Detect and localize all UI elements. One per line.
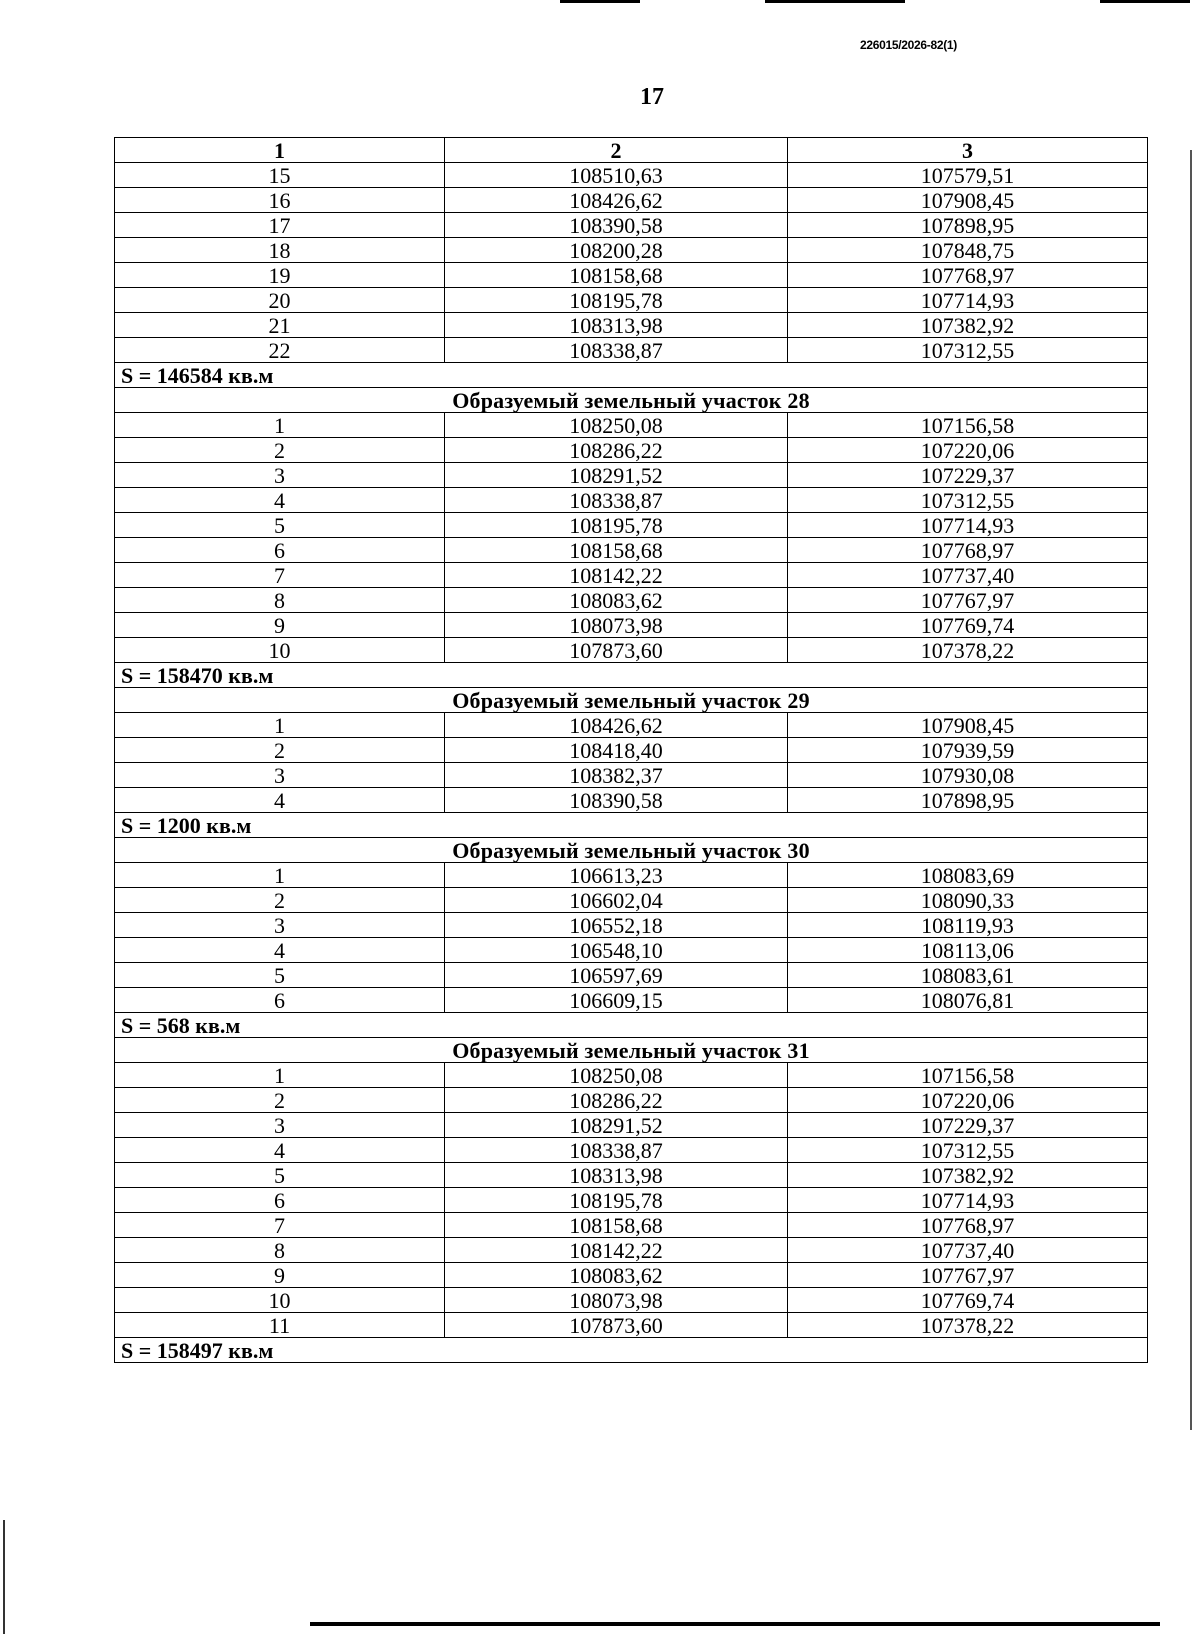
cell-point-number: 5	[115, 513, 445, 538]
cell-x: 108083,62	[445, 1263, 788, 1288]
area-total-row	[115, 1013, 1148, 1038]
table-row	[115, 638, 1148, 663]
cell-point-number: 3	[115, 1113, 445, 1138]
cell-y: 107737,40	[788, 1238, 1148, 1263]
cell-point-number: 1	[115, 413, 445, 438]
cell-y: 107939,59	[788, 738, 1148, 763]
cell-x: 108195,78	[445, 513, 788, 538]
table-row	[115, 613, 1148, 638]
cell-y: 108076,81	[788, 988, 1148, 1013]
table-row	[115, 163, 1148, 188]
table-row	[115, 413, 1148, 438]
plot-title-row	[115, 1038, 1148, 1063]
cell-x: 108250,08	[445, 1063, 788, 1088]
table-row	[115, 188, 1148, 213]
cell-y: 108090,33	[788, 888, 1148, 913]
cell-y: 107714,93	[788, 1188, 1148, 1213]
table-row	[115, 513, 1148, 538]
cell-x: 108200,28	[445, 238, 788, 263]
cell-y: 107768,97	[788, 263, 1148, 288]
cell-point-number: 2	[115, 888, 445, 913]
cell-x: 108313,98	[445, 313, 788, 338]
cell-x: 108158,68	[445, 263, 788, 288]
cell-x: 108291,52	[445, 1113, 788, 1138]
cell-y: 108083,69	[788, 863, 1148, 888]
table-row	[115, 1263, 1148, 1288]
area-total-row	[115, 663, 1148, 688]
plot-title: Образуемый земельный участок 29	[115, 688, 1148, 713]
cell-x: 107873,60	[445, 1313, 788, 1338]
coordinates-table	[114, 137, 1148, 1363]
cell-x: 107873,60	[445, 638, 788, 663]
table-row	[115, 1313, 1148, 1338]
cell-y: 107312,55	[788, 1138, 1148, 1163]
coordinates-table-body	[115, 138, 1148, 1363]
area-total-row	[115, 1338, 1148, 1363]
cell-y: 107382,92	[788, 313, 1148, 338]
plot-title: Образуемый земельный участок 28	[115, 388, 1148, 413]
cell-y: 107768,97	[788, 538, 1148, 563]
cell-x: 108510,63	[445, 163, 788, 188]
cell-y: 107378,22	[788, 1313, 1148, 1338]
cell-y: 107579,51	[788, 163, 1148, 188]
cell-x: 106548,10	[445, 938, 788, 963]
cell-x: 108250,08	[445, 413, 788, 438]
cell-x: 108313,98	[445, 1163, 788, 1188]
cell-x: 108418,40	[445, 738, 788, 763]
cell-point-number: 1	[115, 1063, 445, 1088]
header-cell-point: 1	[115, 138, 445, 163]
cell-y: 108083,61	[788, 963, 1148, 988]
cell-y: 107220,06	[788, 438, 1148, 463]
cell-x: 108426,62	[445, 713, 788, 738]
table-row	[115, 1063, 1148, 1088]
cell-y: 107908,45	[788, 713, 1148, 738]
cell-x: 108390,58	[445, 788, 788, 813]
table-row	[115, 1188, 1148, 1213]
area-total-row	[115, 363, 1148, 388]
cell-y: 107767,97	[788, 588, 1148, 613]
cell-point-number: 2	[115, 738, 445, 763]
area-total: S = 146584 кв.м	[115, 363, 1148, 388]
cell-point-number: 4	[115, 488, 445, 513]
scan-edge-line	[310, 1622, 1160, 1626]
table-row	[115, 1163, 1148, 1188]
cell-y: 107737,40	[788, 563, 1148, 588]
cell-y: 107898,95	[788, 213, 1148, 238]
table-row	[115, 1213, 1148, 1238]
cell-x: 108338,87	[445, 488, 788, 513]
cell-y: 107382,92	[788, 1163, 1148, 1188]
cell-x: 108158,68	[445, 1213, 788, 1238]
table-row	[115, 313, 1148, 338]
cell-y: 107767,97	[788, 1263, 1148, 1288]
cell-point-number: 4	[115, 788, 445, 813]
table-row	[115, 963, 1148, 988]
cell-point-number: 4	[115, 1138, 445, 1163]
cell-point-number: 1	[115, 713, 445, 738]
table-row	[115, 1138, 1148, 1163]
cell-x: 108073,98	[445, 613, 788, 638]
document-id: 226015/2026-82(1)	[860, 38, 957, 52]
cell-x: 106602,04	[445, 888, 788, 913]
table-row	[115, 588, 1148, 613]
table-row	[115, 788, 1148, 813]
table-row	[115, 263, 1148, 288]
cell-point-number: 2	[115, 438, 445, 463]
cell-x: 108390,58	[445, 213, 788, 238]
cell-x: 106597,69	[445, 963, 788, 988]
table-row	[115, 863, 1148, 888]
plot-title: Образуемый земельный участок 31	[115, 1038, 1148, 1063]
table-row	[115, 438, 1148, 463]
cell-y: 107769,74	[788, 1288, 1148, 1313]
cell-x: 108291,52	[445, 463, 788, 488]
table-row	[115, 238, 1148, 263]
scan-edge-mark	[560, 0, 640, 3]
cell-y: 107229,37	[788, 463, 1148, 488]
table-row	[115, 463, 1148, 488]
cell-x: 108286,22	[445, 1088, 788, 1113]
table-row	[115, 1288, 1148, 1313]
cell-y: 107714,93	[788, 288, 1148, 313]
table-row	[115, 738, 1148, 763]
cell-x: 106552,18	[445, 913, 788, 938]
table-row	[115, 538, 1148, 563]
cell-x: 108195,78	[445, 288, 788, 313]
cell-y: 108119,93	[788, 913, 1148, 938]
cell-y: 107229,37	[788, 1113, 1148, 1138]
cell-y: 107930,08	[788, 763, 1148, 788]
cell-x: 106613,23	[445, 863, 788, 888]
cell-x: 108338,87	[445, 1138, 788, 1163]
header-cell-y: 3	[788, 138, 1148, 163]
cell-x: 108382,37	[445, 763, 788, 788]
cell-y: 107768,97	[788, 1213, 1148, 1238]
cell-point-number: 7	[115, 563, 445, 588]
area-total: S = 1200 кв.м	[115, 813, 1148, 838]
cell-point-number: 15	[115, 163, 445, 188]
scan-edge-line	[3, 1520, 5, 1634]
table-row	[115, 488, 1148, 513]
cell-y: 108113,06	[788, 938, 1148, 963]
cell-point-number: 3	[115, 463, 445, 488]
cell-x: 106609,15	[445, 988, 788, 1013]
table-row	[115, 288, 1148, 313]
cell-x: 108158,68	[445, 538, 788, 563]
cell-point-number: 6	[115, 1188, 445, 1213]
cell-point-number: 1	[115, 863, 445, 888]
cell-point-number: 10	[115, 638, 445, 663]
cell-point-number: 8	[115, 1238, 445, 1263]
table-row	[115, 888, 1148, 913]
table-row	[115, 563, 1148, 588]
cell-x: 108286,22	[445, 438, 788, 463]
table-row	[115, 338, 1148, 363]
cell-y: 107769,74	[788, 613, 1148, 638]
cell-x: 108195,78	[445, 1188, 788, 1213]
cell-y: 107848,75	[788, 238, 1148, 263]
cell-point-number: 8	[115, 588, 445, 613]
cell-point-number: 21	[115, 313, 445, 338]
cell-point-number: 11	[115, 1313, 445, 1338]
cell-point-number: 17	[115, 213, 445, 238]
page-number: 17	[640, 84, 664, 110]
cell-point-number: 9	[115, 1263, 445, 1288]
cell-point-number: 5	[115, 963, 445, 988]
cell-point-number: 2	[115, 1088, 445, 1113]
header-cell-x: 2	[445, 138, 788, 163]
plot-title-row	[115, 688, 1148, 713]
cell-point-number: 9	[115, 613, 445, 638]
cell-point-number: 6	[115, 988, 445, 1013]
area-total: S = 158470 кв.м	[115, 663, 1148, 688]
table-row	[115, 213, 1148, 238]
cell-point-number: 6	[115, 538, 445, 563]
table-row	[115, 713, 1148, 738]
cell-point-number: 20	[115, 288, 445, 313]
plot-title-row	[115, 838, 1148, 863]
cell-y: 107312,55	[788, 488, 1148, 513]
table-row	[115, 1238, 1148, 1263]
table-header-row	[115, 138, 1148, 163]
area-total: S = 158497 кв.м	[115, 1338, 1148, 1363]
cell-x: 108073,98	[445, 1288, 788, 1313]
cell-x: 108426,62	[445, 188, 788, 213]
cell-y: 107908,45	[788, 188, 1148, 213]
scan-edge-mark	[765, 0, 905, 3]
cell-x: 108338,87	[445, 338, 788, 363]
table-row	[115, 1088, 1148, 1113]
cell-x: 108142,22	[445, 1238, 788, 1263]
scan-edge-line	[1190, 150, 1192, 1430]
cell-x: 108142,22	[445, 563, 788, 588]
table-row	[115, 988, 1148, 1013]
cell-point-number: 10	[115, 1288, 445, 1313]
cell-point-number: 16	[115, 188, 445, 213]
cell-y: 107714,93	[788, 513, 1148, 538]
cell-point-number: 5	[115, 1163, 445, 1188]
cell-y: 107378,22	[788, 638, 1148, 663]
plot-title-row	[115, 388, 1148, 413]
cell-y: 107156,58	[788, 413, 1148, 438]
area-total-row	[115, 813, 1148, 838]
cell-point-number: 18	[115, 238, 445, 263]
area-total: S = 568 кв.м	[115, 1013, 1148, 1038]
cell-point-number: 7	[115, 1213, 445, 1238]
table-row	[115, 1113, 1148, 1138]
table-row	[115, 763, 1148, 788]
cell-point-number: 4	[115, 938, 445, 963]
table-row	[115, 938, 1148, 963]
cell-point-number: 19	[115, 263, 445, 288]
cell-point-number: 3	[115, 913, 445, 938]
table-row	[115, 913, 1148, 938]
cell-x: 108083,62	[445, 588, 788, 613]
cell-y: 107312,55	[788, 338, 1148, 363]
cell-point-number: 3	[115, 763, 445, 788]
cell-point-number: 22	[115, 338, 445, 363]
cell-y: 107220,06	[788, 1088, 1148, 1113]
plot-title: Образуемый земельный участок 30	[115, 838, 1148, 863]
cell-y: 107898,95	[788, 788, 1148, 813]
cell-y: 107156,58	[788, 1063, 1148, 1088]
scan-edge-mark	[1100, 0, 1190, 3]
